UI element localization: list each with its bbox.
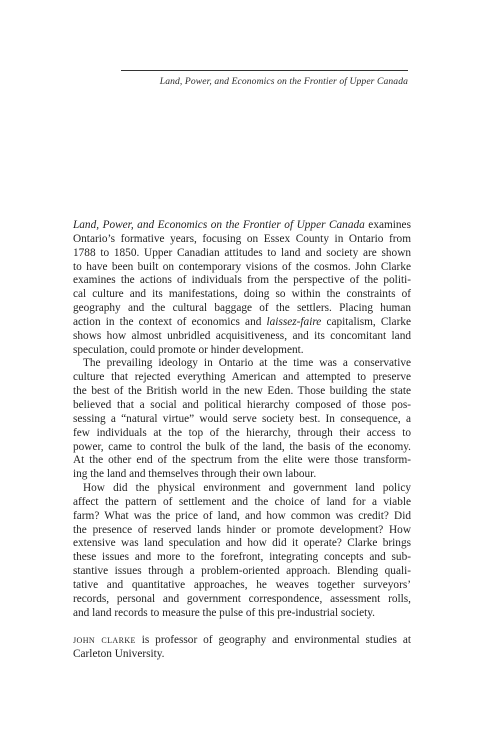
blurb-body [73,219,411,662]
running-head: Land, Power, and Economics on the Frontier of Upper Canada [159,76,408,87]
paragraph-line: tative and quantitative approaches, he weaves together surveyors’ [73,578,411,591]
header-rule [121,70,408,71]
author-bio-line-2: Carleton University. [73,648,165,661]
author-bio [73,634,411,662]
paragraph-gap [73,620,411,634]
paragraph-line: action in the context of economics and laissez-faire capitalism, Clarke [73,315,411,328]
author-name: john clarke [73,634,136,647]
paragraph-line: At the other end of the spectrum from the elite were those transform- [73,454,411,467]
paragraph-line: culture that rejected everything American and attempted to preserve [73,371,411,384]
paragraph-line: and land records to measure the pulse of this pre-industrial society. [73,606,375,619]
paragraph-line: stantive issues through a problem-oriented approach. Blending quali- [73,565,411,578]
paragraph-line: these issues and more to the forefront, integrating concepts and sub- [73,551,411,564]
paragraph-line: speculation, could promote or hinder development. [73,343,304,356]
paragraph-line: Ontario’s formative years, focusing on Essex County in Ontario from [73,232,411,245]
paragraph-line: few individuals at the top of the hierarchy, through their access to [73,426,411,439]
paragraph-line: geography and the cultural baggage of the settlers. Placing human [73,302,411,315]
author-bio-text: is professor of geography and environmental studies at [135,634,411,647]
paragraph-line: believed that a social and political hierarchy composed of those pos- [73,398,411,411]
paragraph-line: How did the physical environment and government land policy [83,482,411,495]
paragraph-2 [73,357,411,482]
paragraph-line: to have been built on contemporary visions of the cosmos. John Clarke [73,260,411,273]
paragraph-line: ing the land and themselves through their own labour. [73,468,317,481]
blurb-paragraphs [73,219,411,620]
paragraph-line: The prevailing ideology in Ontario at the time was a conservative [83,357,411,370]
paragraph-line: cal culture and its manifestations, doing so within the constraints of [73,288,411,301]
paragraph-line: the presence of reserved lands hinder or promote development? How [73,523,411,536]
paragraph-line: examines the actions of individuals from the perspective of the politi- [73,274,411,287]
paragraph-line: records, personal and government correspondence, assessment rolls, [73,592,411,605]
paragraph-line: the best of the British world in the new Eden. Those building the state [73,385,411,398]
paragraph-3 [73,482,411,620]
author-bio-line-1 [73,634,411,648]
paragraph-line: farm? What was the price of land, and how common was credit? Did [73,509,411,522]
paragraph-line: extensive was land speculation and how did it operate? Clarke brings [73,537,411,550]
paragraph-line: power, came to control the bulk of the land, the basis of the economy. [73,440,411,453]
paragraph-1 [73,219,411,357]
paragraph-line: 1788 to 1850. Upper Canadian attitudes to land and society are shown [73,246,411,259]
paragraph-line: sessing a “natural virtue” would serve society best. In consequence, a [73,412,411,425]
paragraph-line: shows how almost unbridled acquisitiveness, and its concomitant land [73,329,411,342]
paragraph-line: affect the pattern of settlement and the choice of land for a viable [73,495,411,508]
paragraph-line: Land, Power, and Economics on the Frontier of Upper Canada examines [73,219,411,231]
